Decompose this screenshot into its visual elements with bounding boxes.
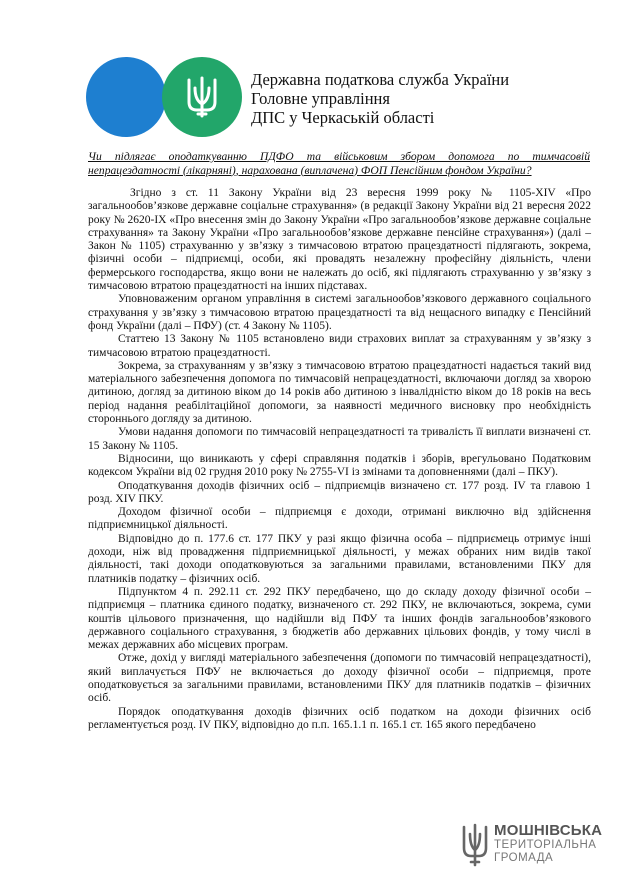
community-name: МОШНІВСЬКА	[494, 822, 603, 839]
dps-logo-green-circle	[162, 57, 242, 137]
org-line: Головне управління	[251, 89, 390, 108]
dps-logo-blue-circle	[86, 57, 166, 137]
paragraph: Згідно з ст. 11 Закону України від 23 вересня 1999 року № 1105-XIV «Про загальнообов’язкове державне соціальне страхування» (в редакції Закону України від 21 вересня 2022 року № 2620-IX «Про внесення змін до Закону України «Про загальнообов’язкове державне соціальне страхування» та Закону України «Про загальнообов’язкове державне пенсійне страхування») (далі – Закон № 1105) страхуванню у зв’язку з тимчасовою втратою працездатності підлягають, зокрема, фізичні особи – підприємці, особи, які провадять незалежну професійну діяльність, члени фермерського господарства, якщо вони не належать до осіб, які підлягають страхуванню у зв’язку з тимчасовою втратою працездатності на інших підставах.	[88, 187, 591, 293]
trident-icon	[182, 74, 222, 120]
paragraph: Доходом фізичної особи – підприємця є доходи, отримані виключно від здійснення підприємницької діяльності.	[88, 506, 591, 532]
community-subtitle: ГРОМАДА	[494, 852, 554, 864]
document-title: Чи підлягає оподаткуванню ПДФО та військовим збором допомога по тимчасовій непрацездатності (лікарняні), нарахована (виплачена) ФОП Пенсійним фондом України?	[88, 150, 590, 177]
org-line: Державна податкова служба України	[251, 70, 510, 89]
organization-name	[251, 70, 581, 127]
org-line: ДПС у Черкаській області	[251, 108, 435, 127]
paragraph: Умови надання допомоги по тимчасовій непрацездатності та тривалість її виплати визначені ст. 15 Закону № 1105.	[88, 426, 591, 452]
document-body	[88, 187, 591, 732]
trident-emblem-icon	[460, 822, 490, 868]
paragraph: Відповідно до п. 177.6 ст. 177 ПКУ у разі якщо фізична особа – підприємець отримує інші доходи, ніж від провадження підприємницької діяльності, у межах обраних ним видів такої діяльності, такі доходи оподатковуються за загальними правилами, встановленими ПКУ для платників податку – фізичних осіб.	[88, 532, 591, 585]
community-subtitle: ТЕРИТОРІАЛЬНА	[494, 839, 597, 851]
paragraph: Відносини, що виникають у сфері справляння податків і зборів, врегульовано Податковим кодексом України від 02 грудня 2010 року № 2755-VI із змінами та доповненнями (далі – ПКУ).	[88, 452, 591, 479]
paragraph: Оподаткування доходів фізичних осіб – підприємців визначено ст. 177 розд. IV та главою 1 розд. XIV ПКУ.	[88, 479, 591, 505]
paragraph: Зокрема, за страхуванням у зв’язку з тимчасовою втратою працездатності надається такий вид матеріального забезпечення допомога по тимчасовій непрацездатності, включаючи догляд за хворою дитиною, догляд за дитиною віком до 14 років або дитиною з інвалідністю віком до 18 років на весь період надання реабілітаційної допомоги, за наявності медичного висновку про необхідність стороннього догляду за дитиною.	[88, 359, 591, 426]
paragraph: Уповноваженим органом управління в системі загальнообов’язкового державного соціального страхування у зв’язку з тимчасовою втратою працездатності та від нещасного випадку є Пенсійний фонд України (далі – ПФУ) (ст. 4 Закону № 1105).	[88, 293, 591, 332]
paragraph: Порядок оподаткування доходів фізичних осіб податком на доходи фізичних осіб регламентується розд. IV ПКУ, відповідно до п.п. 165.1.1 п. 165.1 ст. 165 якого передбачено	[88, 705, 591, 731]
paragraph: Отже, дохід у вигляді матеріального забезпечення (допомоги по тимчасовій непрацездатності), який виплачується ПФУ не включається до доходу фізичної особи – підприємця, проте оподатковується за загальними правилами, встановленими ПКУ для платників податків – фізичних осіб.	[88, 652, 591, 705]
paragraph: Підпунктом 4 п. 292.11 ст. 292 ПКУ передбачено, що до складу доходу фізичної особи – підприємця – платника єдиного податку, визначеного ст. 292 ПКУ, не включаються, зокрема, суми коштів цільового призначення, що надійшли від ПФУ та інших фондів загальнообов’язкового державного соціального страхування, з бюджетів або державних цільових фондів, у тому числі в межах державних або місцевих програм.	[88, 585, 591, 652]
letterhead	[0, 0, 620, 140]
community-logo	[460, 822, 610, 868]
paragraph: Статтею 13 Закону № 1105 встановлено види страхових виплат за страхуванням у зв’язку з тимчасовою втратою працездатності.	[88, 333, 591, 359]
